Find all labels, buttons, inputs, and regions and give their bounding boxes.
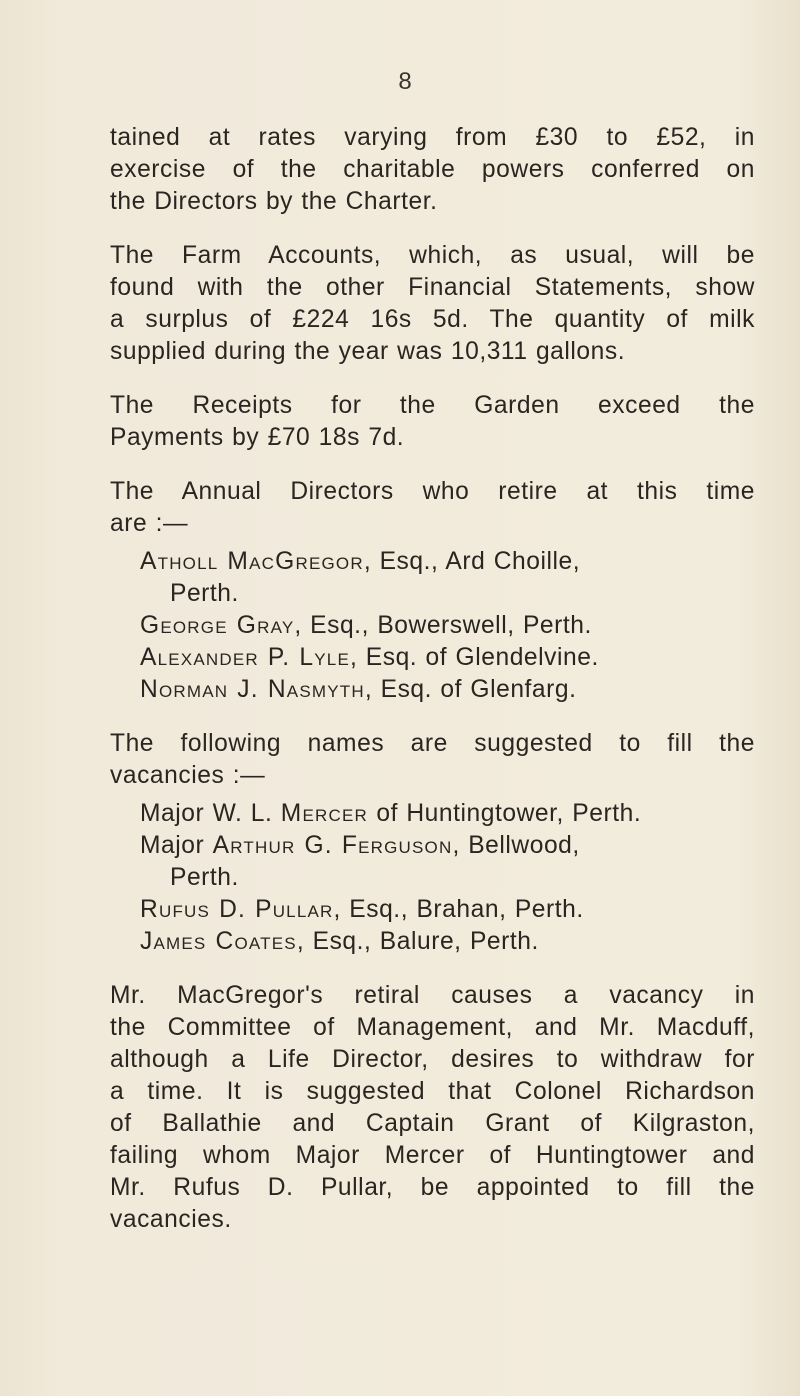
text-line: Payments by £70 18s 7d. [110, 424, 405, 451]
suggested-details: , Bellwood, [452, 832, 580, 859]
name-prefix: Major [140, 832, 213, 859]
text-line: tained at rates varying from £30 to £52, in [110, 124, 755, 151]
director-name: Alexander P. Lyle [140, 644, 350, 671]
text-line: The following names are suggested to fill the [110, 730, 755, 757]
paragraph-farm-accounts [110, 240, 755, 368]
text-line: a surplus of £224 16s 5d. The quantity of milk [110, 306, 755, 333]
list-item [110, 798, 755, 830]
page-number: 8 [398, 68, 412, 95]
suggested-name: James Coates [140, 928, 297, 955]
text-line: the Committee of Management, and Mr. Macduff, [110, 1014, 755, 1041]
list-item [110, 926, 755, 958]
text-line: exercise of the charitable powers conferred on [110, 156, 755, 183]
director-details: , Esq. of Glenfarg. [364, 676, 577, 703]
suggested-details: of Huntingtower, Perth. [368, 800, 642, 827]
paragraph-garden-receipts [110, 390, 755, 454]
suggested-details-continued: Perth. [170, 864, 239, 891]
text-line: the Directors by the Charter. [110, 188, 438, 215]
paragraph-suggested-names-intro [110, 728, 755, 792]
list-item [110, 642, 755, 674]
list-item [110, 830, 755, 894]
list-item [110, 546, 755, 610]
text-line: Mr. Rufus D. Pullar, be appointed to fill the [110, 1174, 755, 1201]
suggested-name: Arthur G. Ferguson [212, 832, 453, 859]
text-line: Mr. MacGregor's retiral causes a vacancy in [110, 982, 755, 1009]
suggested-details: , Esq., Brahan, Perth. [333, 896, 584, 923]
list-item [110, 894, 755, 926]
paragraph-committee-vacancy [110, 980, 755, 1236]
suggested-names-list [110, 798, 755, 958]
text-line: although a Life Director, desires to withdraw for [110, 1046, 755, 1073]
director-name: Norman J. Nasmyth [140, 676, 365, 703]
text-line: a time. It is suggested that Colonel Richardson [110, 1078, 755, 1105]
director-details: , Esq. of Glendelvine. [350, 644, 599, 671]
list-item [110, 610, 755, 642]
director-details: , Esq., Bowerswell, Perth. [294, 612, 592, 639]
text-line: The Annual Directors who retire at this time [110, 478, 755, 505]
body-text [110, 122, 755, 1258]
suggested-details: , Esq., Balure, Perth. [296, 928, 539, 955]
text-line: found with the other Financial Statements, show [110, 274, 755, 301]
text-line: of Ballathie and Captain Grant of Kilgraston, [110, 1110, 755, 1137]
text-line: are :— [110, 510, 189, 537]
text-line: vacancies :— [110, 762, 266, 789]
director-name: George Gray [140, 612, 295, 639]
suggested-name: Rufus D. Pullar [140, 896, 334, 923]
paragraph-charitable-powers [110, 122, 755, 218]
text-line: The Farm Accounts, which, as usual, will be [110, 242, 755, 269]
text-line: vacancies. [110, 1206, 232, 1233]
name-prefix: Major W. L. [140, 800, 281, 827]
text-line: failing whom Major Mercer of Huntingtower and [110, 1142, 755, 1169]
suggested-name: Mercer [280, 800, 368, 827]
text-line: supplied during the year was 10,311 gallons. [110, 338, 626, 365]
text-line: The Receipts for the Garden exceed the [110, 392, 755, 419]
paragraph-retiring-directors-intro [110, 476, 755, 540]
director-details: , Esq., Ard Choille, [363, 548, 581, 575]
retiring-directors-list [110, 546, 755, 706]
list-item [110, 674, 755, 706]
director-details-continued: Perth. [170, 580, 239, 607]
director-name: Atholl MacGregor [140, 548, 364, 575]
